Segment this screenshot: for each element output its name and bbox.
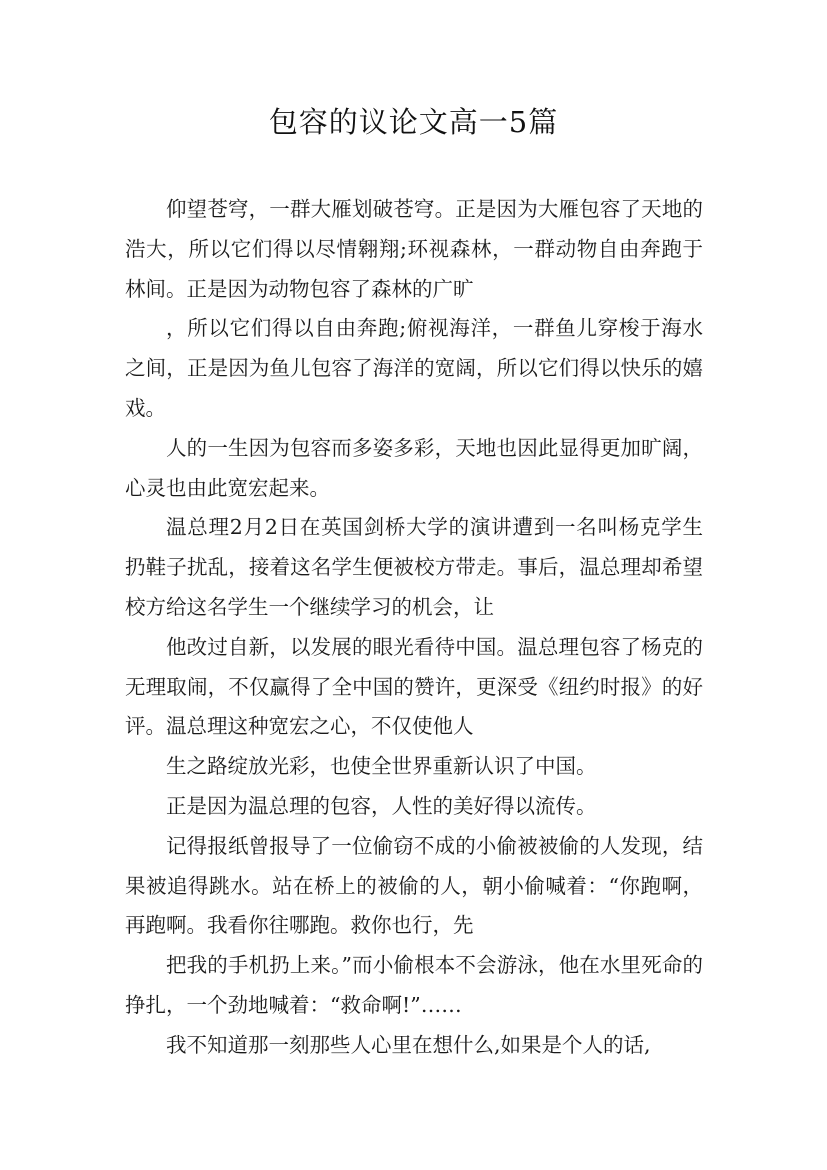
paragraph: 他改过自新，以发展的眼光看待中国。温总理包容了杨克的无理取闹，不仅赢得了全中国的赞许，更深受《纽约时报》的好评。温总理这种宽宏之心，不仅使他人 — [125, 634, 703, 739]
paragraph: 把我的手机扔上来。”而小偷根本不会游泳，他在水里死命的挣扎，一个劲地喊着：“救命啊!”…… — [125, 953, 703, 1017]
document-title: 包容的议论文高一5篇 — [268, 105, 559, 139]
paragraph: ，所以它们得以自由奔跑;俯视海洋，一群鱼儿穿梭于海水之间，正是因为鱼儿包容了海洋的宽阔，所以它们得以快乐的嬉戏。 — [125, 316, 703, 420]
document-body — [125, 190, 703, 1066]
paragraph: 记得报纸曾报导了一位偷窃不成的小偷被被偷的人发现，结果被追得跳水。站在桥上的被偷的人，朝小偷喊着：“你跑啊，再跑啊。我看你往哪跑。救你也行，先 — [125, 833, 703, 938]
paragraph: 我不知道那一刻那些人心里在想什么,如果是个人的话, — [166, 1032, 651, 1057]
paragraph: 生之路绽放光彩，也使全世界重新认识了中国。 — [166, 754, 597, 779]
paragraph: 人的一生因为包容而多姿多彩，天地也因此显得更加旷阔，心灵也由此宽宏起来。 — [125, 435, 703, 500]
paragraph: 正是因为温总理的包容，人性的美好得以流传。 — [166, 793, 597, 818]
paragraph: 温总理2月2日在英国剑桥大学的演讲遭到一名叫杨克学生扔鞋子扰乱，接着这名学生便被校方带走。事后，温总理却希望校方给这名学生一个继续学习的机会，让 — [125, 515, 703, 619]
paragraph: 仰望苍穹，一群大雁划破苍穹。正是因为大雁包容了天地的浩大，所以它们得以尽情翱翔;环视森林，一群动物自由奔跑于林间。正是因为动物包容了森林的广旷 — [125, 197, 703, 301]
